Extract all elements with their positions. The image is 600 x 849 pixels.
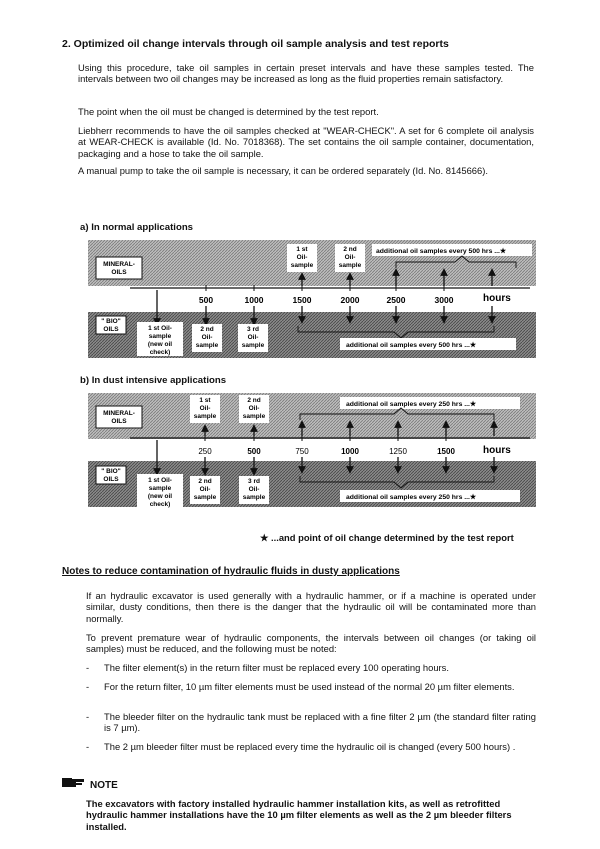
bottom-sample-1-a: 1 st Oil-sample (new oil check) [147,325,173,356]
pointing-hand-icon [62,778,84,787]
tick-b-500: 500 [247,447,261,456]
top-sample-1-b: 1 st Oil-sample [193,397,217,420]
bullet-dash: - [86,741,90,752]
bullet-item [86,741,536,752]
bio-label-b: " BIO" OILS [101,468,121,483]
bullet-item [86,662,536,673]
section-title: 2. Optimized oil change intervals through oil sample analysis and test reports [62,38,449,50]
tick-a-2500: 2500 [386,295,406,305]
tick-a-2000: 2000 [340,295,360,305]
notes-title: Notes to reduce contamination of hydraulic fluids in dusty applications [62,566,400,577]
bullet-item [86,711,536,734]
notes-paragraph-1: If an hydraulic excavator is used generally with a hydraulic hammer, or if a machine is operated under similar, dusty conditions, then there is the danger that the hydraulic oil will be contaminated more than normally. [86,590,536,624]
bottom-sample-3-a: 3 rd Oil-sample [241,326,265,349]
bottom-note-b: additional oil samples every 250 hrs ...★ [346,494,477,501]
bottom-sample-2-a: 2 nd Oil-sample [195,326,219,349]
diagram-b-title: b) In dust intensive applications [80,375,227,386]
tick-b-750: 750 [295,447,309,456]
bullet-dash: - [86,662,90,673]
legend-star-note: ★ ...and point of oil change determined by the test report [260,532,514,543]
top-sample-1-a: 1 st Oil-sample [290,246,314,269]
bullet-dash: - [86,711,90,722]
bullet-item [86,681,536,692]
diagram-a [88,240,536,358]
mineral-label-a: MINERAL-OILS [103,261,135,276]
bio-label-a: " BIO" OILS [101,318,121,333]
mineral-label-b: MINERAL-OILS [103,410,135,425]
notes-paragraph-2: To prevent premature wear of hydraulic components, the intervals between oil changes (or taking oil samples) must be reduced, and the following must be noted: [86,632,536,655]
tick-a-1500: 1500 [292,295,312,305]
bullet-text: The bleeder filter on the hydraulic tank must be replaced with a fine filter 2 µm (the standard filter rating is 7 µm). [104,711,536,734]
paragraph-procedure: Using this procedure, take oil samples in certain preset intervals and have these samples tested. The intervals between two oil changes may be increased as long as the fluid properties remain satisfactory. [78,62,534,85]
bullet-text: The 2 µm bleeder filter must be replaced every time the hydraulic oil is changed (every 500 hours) . [104,741,516,752]
diagram-b [88,393,536,508]
top-note-b: additional oil samples every 250 hrs ...★ [346,401,477,408]
tick-b-1500: 1500 [437,447,455,456]
tick-b-1250: 1250 [389,447,407,456]
tick-b-1000: 1000 [341,447,359,456]
tick-b-250: 250 [198,447,212,456]
bottom-sample-3-b: 3 rd Oil-sample [242,478,266,501]
bottom-sample-2-b: 2 nd Oil-sample [193,478,217,501]
bullet-text: For the return filter, 10 µm filter elements must be used instead of the normal 20 µm filter elements. [104,681,515,692]
note-heading: NOTE [90,780,118,791]
bottom-note-a: additional oil samples every 500 hrs ...★ [346,342,477,349]
bullet-text: The filter element(s) in the return filter must be replaced every 100 operating hours. [104,662,449,673]
bullet-dash: - [86,681,90,692]
bottom-sample-1-b: 1 st Oil-sample (new oil check) [147,477,173,508]
tick-a-500: 500 [198,295,214,305]
paragraph-test-report: The point when the oil must be changed is determined by the test report. [78,106,379,117]
hours-label-b: hours [483,445,511,456]
top-sample-2-a: 2 nd Oil-sample [338,246,362,269]
top-sample-2-b: 2 nd Oil-sample [242,397,266,420]
diagram-a-title: a) In normal applications [80,222,194,233]
paragraph-wear-check: Liebherr recommends to have the oil samples checked at "WEAR-CHECK". A set for 6 complete oil analysis at WEAR-CHECK is available (Id. No. 7018368). The set contains the oil sample container, documentation, packaging and a hose to take the oil sample. [78,125,534,159]
hours-label-a: hours [483,293,511,304]
note-body: The excavators with factory installed hydraulic hammer installation kits, as well as retrofitted hydraulic hammer installations have the 10 µm filter elements as well as the 2 µm bleeder filters installed. [86,798,512,832]
tick-a-3000: 3000 [434,295,454,305]
tick-a-1000: 1000 [244,295,264,305]
top-note-a: additional oil samples every 500 hrs ...★ [376,248,507,255]
paragraph-manual-pump: A manual pump to take the oil sample is necessary, it can be ordered separately (Id. No. 8145666). [78,165,488,176]
